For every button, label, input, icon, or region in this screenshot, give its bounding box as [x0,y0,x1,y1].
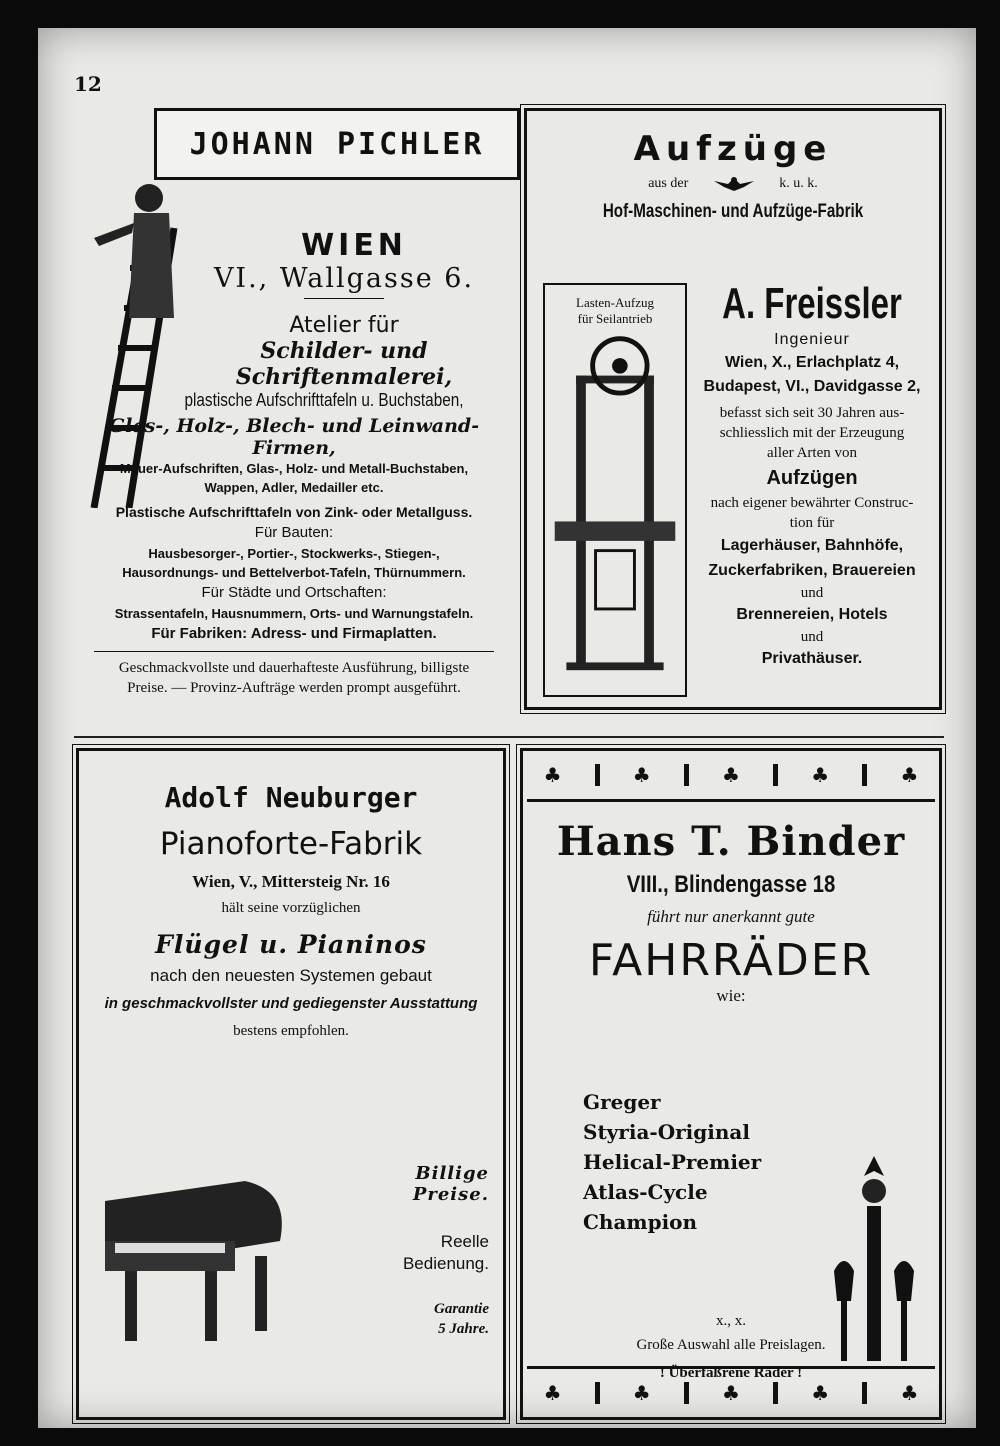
ad-neuburger [76,748,506,1420]
tulip-icon: ♣ [722,763,740,787]
pichler-bauten-1: Hausbesorger-, Portier-, Stockwerks-, Stiegen-, [148,546,440,561]
page [38,28,976,1428]
pichler-line3: Glas-, Holz-, Blech- und Leinwand-Firmen, [108,415,480,459]
pichler-line4: Mauer-Aufschriften, Glas-, Holz- und Metall-Buchstaben, [119,461,469,476]
freissler-title: Aufzüge [633,129,833,169]
tulip-icon: ♣ [632,1381,651,1405]
freissler-aufzuegen: Aufzügen [766,467,858,489]
pichler-bauten-head: Für Bauten: [254,524,334,541]
pichler-bauten-2: Hausordnungs- und Bettelverbot-Tafeln, Thürnummern. [122,565,466,580]
tulip-icon: ♣ [722,1381,740,1405]
freissler-desc-1: befasst sich seit 30 Jahren aus- [719,405,905,421]
pichler-line5: Wappen, Adler, Medailler etc. [204,480,384,495]
binder-addr: VIII., Blindengasse 18 [626,871,836,898]
neuburger-side-3a: Garantie [433,1301,489,1317]
freissler-fabrik: Hof-Maschinen- und Aufzüge-Fabrik [602,201,864,222]
neuburger-side-2b: Bedienung. [402,1254,489,1273]
freissler-addr-1: Wien, X., Erlachplatz 4, [724,354,900,371]
freissler-desc-3: aller Arten von [767,445,857,461]
freissler-illustration-panel [543,283,687,697]
list-item: Styria-Original [583,1120,750,1144]
freissler-desc-2: schliesslich mit der Erzeugung [719,425,905,441]
freissler-desc-4: nach eigener bewährter Construc- [710,495,914,511]
ad-pichler [74,108,514,718]
neuburger-line3: in geschmackvollster und gediegenster Ausstattung [104,995,478,1012]
freissler-use-3: Brennereien, Hotels [736,606,888,623]
tulip-icon: ♣ [811,1381,830,1405]
binder-line1: führt nur anerkannt gute [647,907,815,926]
pichler-footer-2: Preise. — Provinz-Aufträge werden prompt ausgeführt. [127,680,461,696]
pichler-banner-text: JOHANN PICHLER [189,126,485,162]
pichler-line6: Plastische Aufschrifttafeln von Zink- oder Metallguss. [115,504,473,520]
binder-etc: x., x. [716,1313,746,1329]
pichler-fabriken: Für Fabriken: Adress- und Firmaplatten. [151,625,437,642]
pichler-line1: Schilder- und Schriftenmalerei, [235,338,453,390]
freissler-use-4: Privathäuser. [761,650,863,667]
neuburger-addr: Wien, V., Mittersteig Nr. 16 [192,872,390,891]
list-item: Helical-Premier [583,1150,762,1174]
ornament-row-bottom [527,1366,935,1417]
neuburger-line1: hält seine vorzüglichen [221,900,361,916]
neuburger-name: Adolf Neuburger [164,781,418,814]
freissler-aus-der: aus der [648,176,689,192]
ornament-row-top [527,751,935,802]
freissler-use-2: Zuckerfabriken, Brauereien [708,562,916,579]
tulip-icon: ♣ [632,763,651,787]
list-item: Champion [583,1210,698,1234]
freissler-und-1: und [800,585,824,601]
freissler-role: Ingenieur [774,331,850,348]
freissler-caption-2: für Seilantrieb [577,311,653,326]
elevator-machine-icon [545,327,685,677]
freissler-und-2: und [800,629,824,645]
list-item: Greger [583,1090,661,1114]
binder-line2: Große Auswahl alle Preislagen. [636,1337,826,1353]
ad-binder [520,748,942,1420]
grand-piano-icon [95,1161,295,1361]
pichler-banner [154,108,520,180]
list-item: Atlas-Cycle [583,1180,708,1204]
tulip-icon: ♣ [543,763,562,787]
pichler-atelier: Atelier für [289,313,399,338]
freissler-caption-1: Lasten-Aufzug [576,295,654,310]
neuburger-side-3b: 5 Jahre. [438,1321,489,1337]
neuburger-line2: nach den neuesten Systemen gebaut [150,966,432,985]
freissler-addr-2: Budapest, VI., Davidgasse 2, [703,378,921,395]
pichler-city: WIEN [301,228,407,263]
page-number: 12 [74,72,102,96]
pichler-line2: plastische Aufschrifttafeln u. Buchstaben, [184,390,464,410]
neuburger-fabrik: Pianoforte-Fabrik [159,826,423,862]
ad-freissler [524,108,942,710]
binder-brand-list [583,1087,761,1237]
neuburger-side-2a: Reelle [440,1232,489,1251]
neuburger-side-1b: Preise. [412,1184,489,1205]
freissler-kuk: k. u. k. [779,176,818,192]
tulip-icon: ♣ [543,1381,562,1405]
pichler-staedte-head: Für Städte und Ortschaften: [201,584,387,601]
freissler-name: A. Freissler [722,279,902,328]
pichler-staedte-1: Strassentafeln, Hausnummern, Orts- und Warnungstafeln. [114,606,474,621]
freissler-aus-der-line [527,175,939,193]
tulip-icon: ♣ [900,763,919,787]
pichler-street: VI., Wallgasse 6. [213,263,475,294]
binder-wie: wie: [716,986,746,1005]
pichler-footer-1: Geschmackvollste und dauerhafteste Ausführung, billigste [118,660,470,676]
neuburger-product: Flügel u. Pianinos [155,930,427,959]
tulip-icon: ♣ [900,1381,919,1405]
binder-product: FAHRRÄDER [588,935,874,986]
binder-name: Hans T. Binder [556,818,906,865]
double-eagle-icon [712,175,756,193]
freissler-desc-5: tion für [789,515,835,531]
tulip-icon: ♣ [811,763,830,787]
neuburger-line4: bestens empfohlen. [233,1023,349,1039]
freissler-use-1: Lagerhäuser, Bahnhöfe, [720,537,904,554]
neuburger-side-1a: Billige [415,1163,489,1184]
binder-line3: ! Überfaßrene Räder ! [659,1365,803,1381]
divider [74,736,944,738]
